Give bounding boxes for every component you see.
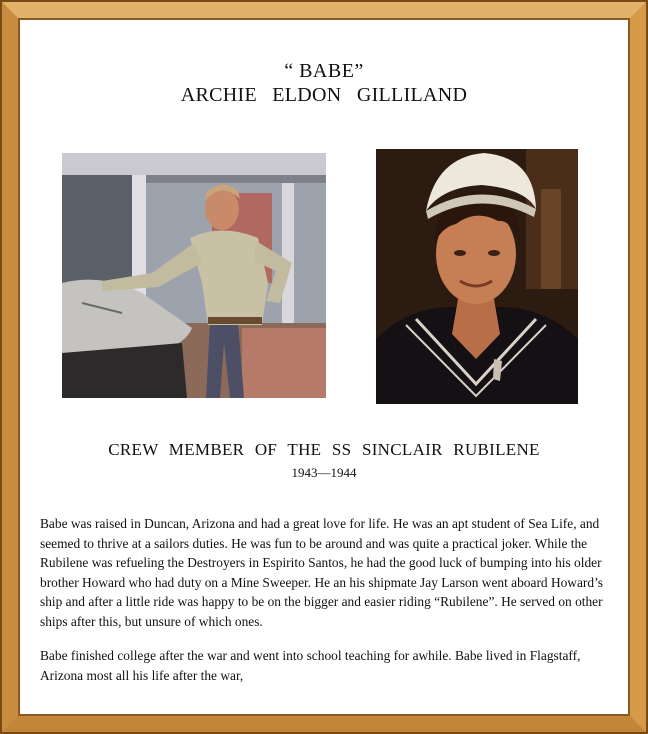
photo-young-sailor-illustration bbox=[376, 149, 578, 404]
photo-man-with-car bbox=[62, 153, 326, 398]
crew-member-caption: CREW MEMBER OF THE SS SINCLAIR RUBILENE bbox=[108, 440, 540, 459]
biography-paragraph-2: Babe finished college after the war and went into school teaching for awhile. Babe lived in Flagstaff, Arizona most all his life after the war, bbox=[40, 648, 581, 683]
full-name-heading: ARCHIE ELDON GILLILAND bbox=[180, 84, 468, 106]
service-years: 1943—1944 bbox=[291, 465, 357, 480]
biography-paragraph-1: Babe was raised in Duncan, Arizona and had a great love for life. He was an apt student of Sea Life, and seemed to thrive at a sailors duties. He was fun to be around and was quite a practical joker. While the Rubilene was refueling the Destroyers in Espirito Santos, he had the good luck of bumping into his older brother Howard who had duty on a Mine Sweeper. He an his shipmate Jay Larson went aboard Howard’s ship and after a little ride was happy to be on the bigger and easier riding “Rubilene”. He served on other ships after this, but unsure of which ones. bbox=[40, 516, 604, 629]
photo-man-with-car-illustration bbox=[62, 153, 326, 398]
photo-young-sailor bbox=[376, 149, 578, 404]
biography bbox=[40, 514, 610, 700]
nickname-heading: “ BABE” bbox=[284, 60, 364, 82]
